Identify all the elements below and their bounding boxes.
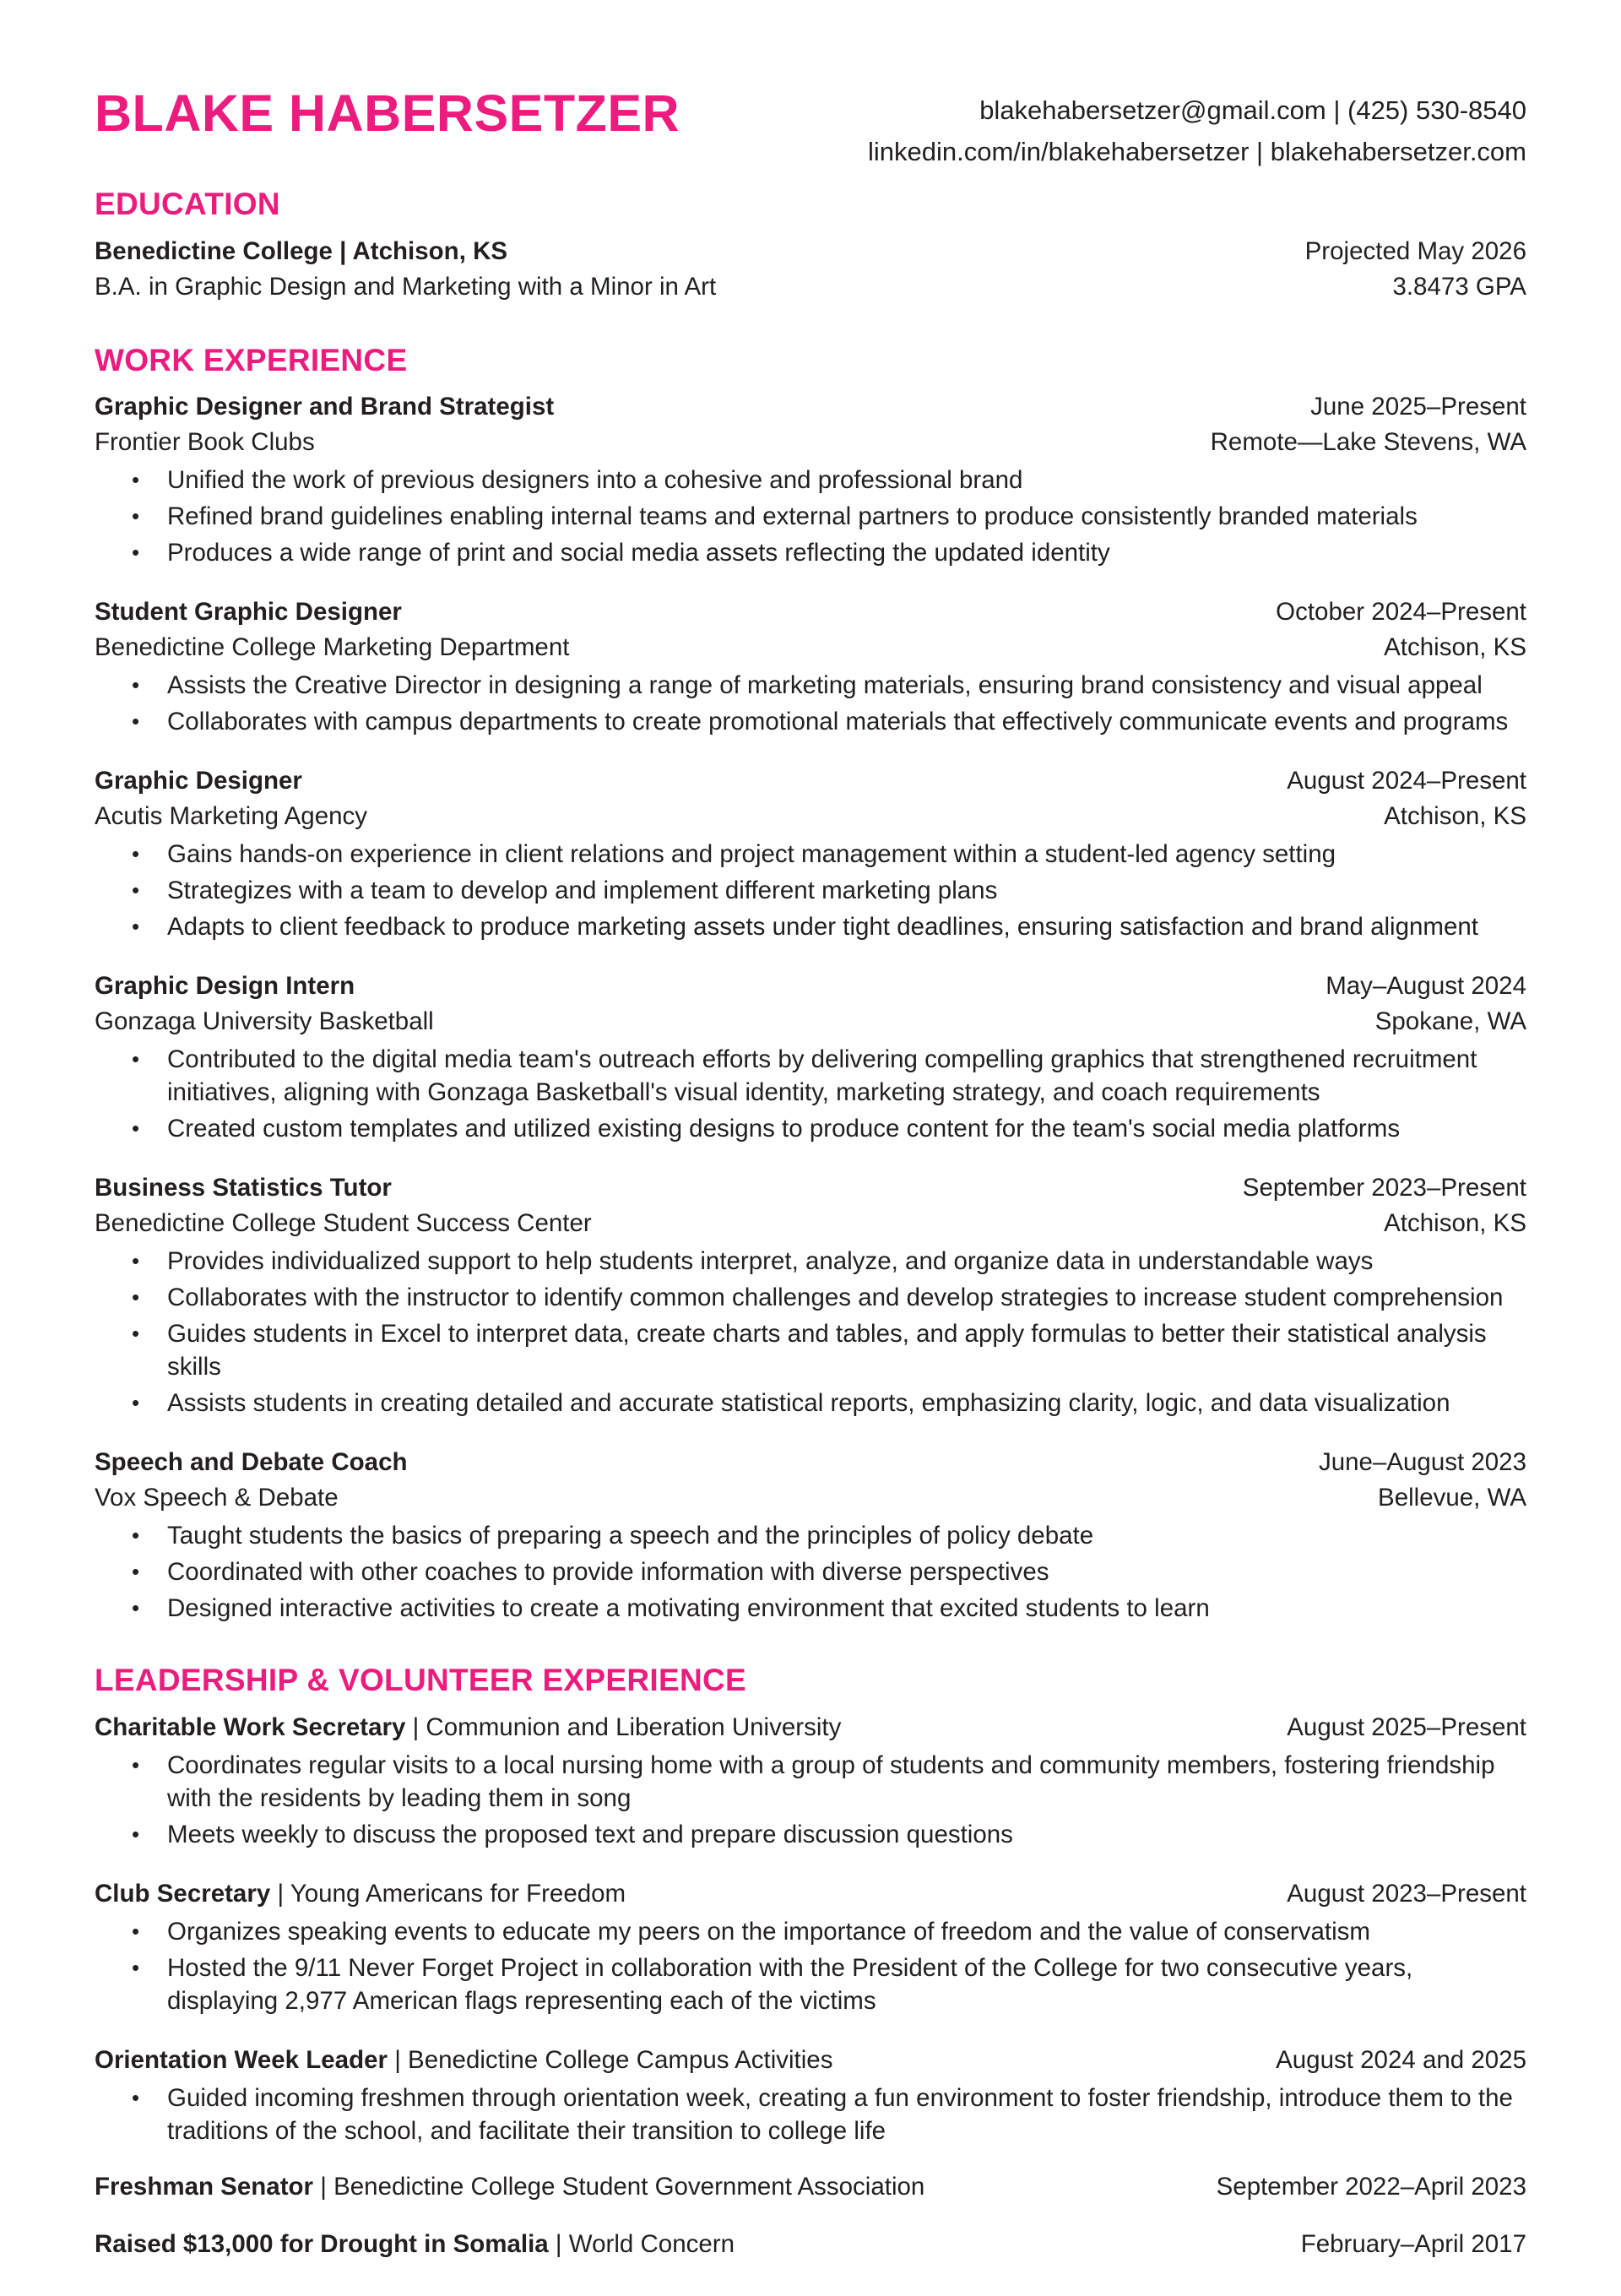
contact-email-phone: blakehabersetzer@gmail.com | (425) 530-8540 — [979, 95, 1526, 125]
bullet-item: • Taught students the basics of preparing a speech and the principles of policy debate — [167, 1519, 1526, 1552]
job-entry — [95, 594, 1526, 738]
job-date: June 2025–Present — [1310, 393, 1526, 421]
bullet-item: • Guides students in Excel to interpret data, create charts and tables, and apply formulas to better their statistical analysis skills — [167, 1317, 1526, 1383]
leadership-title: Charitable Work Secretary — [95, 1713, 406, 1742]
bullet-item: • Adapts to client feedback to produce marketing assets under tight deadlines, ensuring satisfaction and brand alignment — [167, 910, 1526, 943]
contact-links: linkedin.com/in/blakehabersetzer | blakehabersetzer.com — [867, 137, 1526, 166]
section-heading-work: WORK EXPERIENCE — [95, 342, 408, 377]
header — [95, 84, 1526, 172]
job-location: Bellevue, WA — [1378, 1484, 1526, 1512]
job-date: June–August 2023 — [1318, 1448, 1526, 1477]
job-date: May–August 2024 — [1326, 972, 1526, 1001]
job-bullets — [95, 1043, 1526, 1145]
leadership-date: August 2023–Present — [1287, 1880, 1526, 1908]
education-entry — [95, 234, 1526, 305]
leadership-org: | Benedictine College Campus Activities — [394, 2046, 833, 2075]
job-date: September 2023–Present — [1242, 1174, 1526, 1202]
job-title: Business Statistics Tutor — [95, 1174, 392, 1202]
education-school: Benedictine College | Atchison, KS — [95, 236, 508, 265]
leadership-title: Raised $13,000 for Drought in Somalia — [95, 2230, 549, 2259]
bullet-item: • Assists students in creating detailed and accurate statistical reports, emphasizing clarity, logic, and data visualization — [167, 1387, 1526, 1419]
bullet-item: • Collaborates with campus departments to create promotional materials that effectively communicate events and programs — [167, 705, 1526, 738]
leadership-entry — [95, 2043, 1526, 2147]
bullet-item: • Gains hands-on experience in client relations and project management within a student-led agency setting — [167, 838, 1526, 871]
bullet-item: • Produces a wide range of print and social media assets reflecting the updated identity — [167, 536, 1526, 569]
job-date: August 2024–Present — [1287, 767, 1526, 795]
job-entry — [95, 1445, 1526, 1625]
job-location: Spokane, WA — [1374, 1007, 1526, 1036]
job-title: Student Graphic Designer — [95, 598, 402, 627]
leadership-date: August 2025–Present — [1287, 1713, 1526, 1742]
leadership-org: | Benedictine College Student Government Association — [320, 2173, 925, 2201]
section-heading-education: EDUCATION — [95, 187, 280, 221]
education-degree: B.A. in Graphic Design and Marketing with a Minor in Art — [95, 272, 717, 301]
bullet-item: • Created custom templates and utilized existing designs to produce content for the team's social media platforms — [167, 1112, 1526, 1145]
leadership-title: Club Secretary — [95, 1880, 271, 1908]
job-bullets — [95, 464, 1526, 569]
job-company: Gonzaga University Basketball — [95, 1007, 434, 1036]
bullet-item: • Collaborates with the instructor to identify common challenges and develop strategies to increase student comprehension — [167, 1281, 1526, 1314]
job-bullets — [95, 1519, 1526, 1625]
leadership-title: Orientation Week Leader — [95, 2046, 388, 2075]
contact-block — [868, 90, 1526, 172]
job-location: Atchison, KS — [1384, 633, 1526, 662]
leadership-entry — [95, 2227, 1526, 2262]
job-title: Graphic Designer and Brand Strategist — [95, 393, 555, 421]
bullet-item: • Contributed to the digital media team's outreach efforts by delivering compelling graphics that strengthened recruitment initiatives, aligning with Gonzaga Basketball's visual identity, marketing strategy, and coach requirements — [167, 1043, 1526, 1109]
bullet-item: • Unified the work of previous designers into a cohesive and professional brand — [167, 464, 1526, 497]
leadership-title: Freshman Senator — [95, 2173, 314, 2201]
job-bullets — [95, 669, 1526, 738]
job-company: Vox Speech & Debate — [95, 1484, 339, 1512]
bullet-item: • Meets weekly to discuss the proposed text and prepare discussion questions — [167, 1818, 1526, 1851]
leadership-date: September 2022–April 2023 — [1216, 2173, 1526, 2201]
bullet-item: • Assists the Creative Director in designing a range of marketing materials, ensuring brand consistency and visual appeal — [167, 669, 1526, 702]
leadership-org: | Communion and Liberation University — [412, 1713, 842, 1742]
bullet-item: • Refined brand guidelines enabling internal teams and external partners to produce consistently branded materials — [167, 500, 1526, 533]
job-bullets — [95, 838, 1526, 943]
leadership-org: | Young Americans for Freedom — [277, 1880, 626, 1908]
leadership-entry — [95, 1710, 1526, 1851]
section-heading-leadership: LEADERSHIP & VOLUNTEER EXPERIENCE — [95, 1663, 746, 1698]
job-title: Graphic Designer — [95, 767, 302, 795]
job-company: Benedictine College Student Success Center — [95, 1209, 592, 1238]
leadership-date: August 2024 and 2025 — [1276, 2046, 1526, 2075]
job-date: October 2024–Present — [1276, 598, 1526, 627]
leadership-entry — [95, 1876, 1526, 2017]
job-entry — [95, 389, 1526, 569]
job-title: Graphic Design Intern — [95, 972, 355, 1001]
job-company: Benedictine College Marketing Department — [95, 633, 570, 662]
job-company: Acutis Marketing Agency — [95, 802, 368, 831]
leadership-org: | World Concern — [555, 2230, 735, 2259]
job-bullets — [95, 1245, 1526, 1419]
leadership-bullets — [95, 1749, 1526, 1851]
job-entry — [95, 763, 1526, 943]
leadership-entry — [95, 2169, 1526, 2205]
leadership-bullets — [95, 2082, 1526, 2147]
education-gpa: 3.8473 GPA — [1392, 272, 1526, 301]
bullet-item: • Strategizes with a team to develop and implement different marketing plans — [167, 874, 1526, 907]
leadership-bullets — [95, 1915, 1526, 2017]
bullet-item: • Organizes speaking events to educate my peers on the importance of freedom and the value of conservatism — [167, 1915, 1526, 1948]
job-entry — [95, 1170, 1526, 1419]
job-location: Atchison, KS — [1384, 802, 1526, 831]
job-title: Speech and Debate Coach — [95, 1448, 408, 1477]
bullet-item: • Designed interactive activities to create a motivating environment that excited students to learn — [167, 1592, 1526, 1625]
person-name: BLAKE HABERSETZER — [95, 84, 680, 142]
bullet-item: • Coordinated with other coaches to provide information with diverse perspectives — [167, 1555, 1526, 1588]
bullet-item: • Guided incoming freshmen through orientation week, creating a fun environment to foster friendship, introduce them to the traditions of the school, and facilitate their transition to college life — [167, 2082, 1526, 2147]
bullet-item: • Coordinates regular visits to a local nursing home with a group of students and community members, fostering friendship with the residents by leading them in song — [167, 1749, 1526, 1815]
leadership-date: February–April 2017 — [1300, 2230, 1526, 2259]
education-date: Projected May 2026 — [1304, 236, 1526, 265]
job-company: Frontier Book Clubs — [95, 428, 315, 457]
bullet-item: • Provides individualized support to help students interpret, analyze, and organize data in understandable ways — [167, 1245, 1526, 1278]
bullet-item: • Hosted the 9/11 Never Forget Project in collaboration with the President of the College for two consecutive years, displaying 2,977 American flags representing each of the victims — [167, 1951, 1526, 2017]
job-location: Remote—Lake Stevens, WA — [1210, 428, 1526, 457]
job-entry — [95, 969, 1526, 1145]
job-location: Atchison, KS — [1384, 1209, 1526, 1238]
